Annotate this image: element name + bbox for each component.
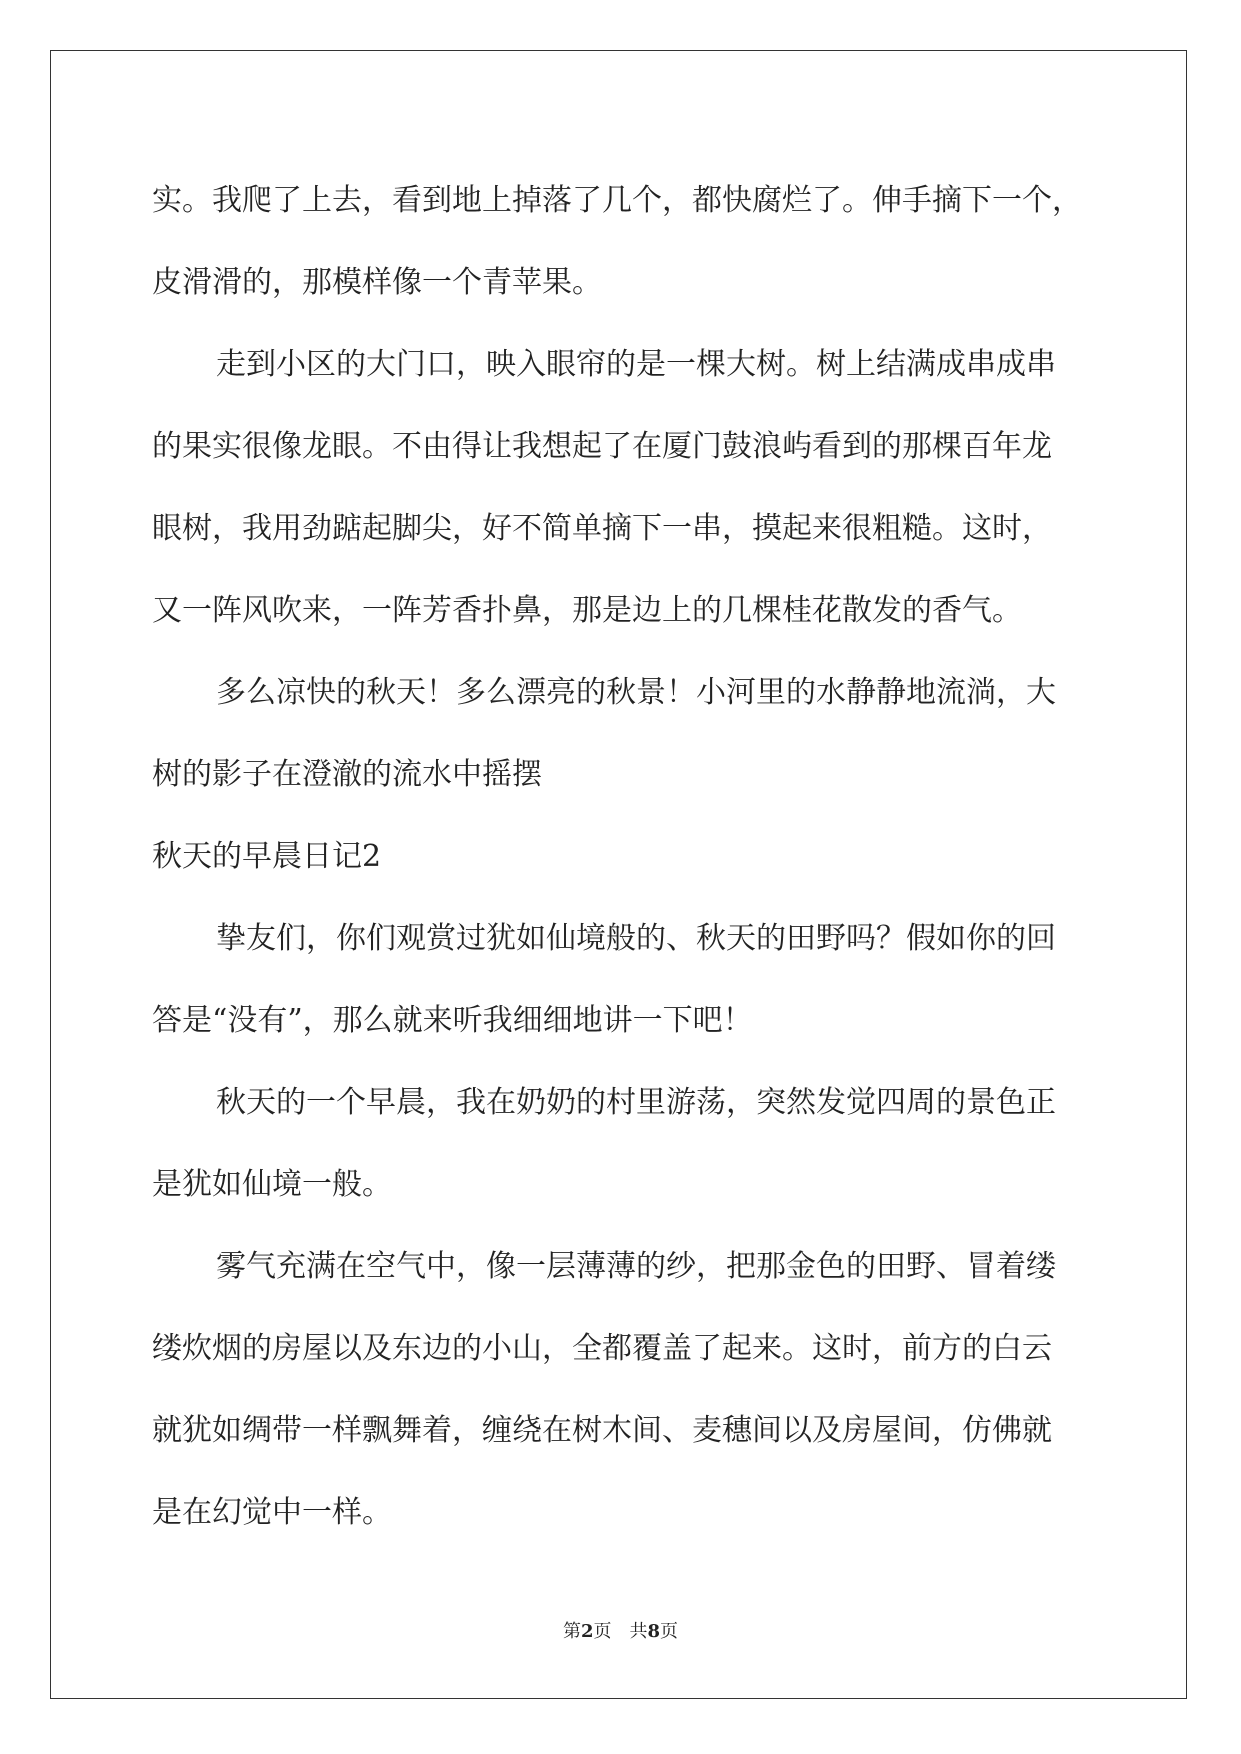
paragraph-6-line-1: 雾气充满在空气中，像一层薄薄的纱，把那金色的田野、冒着缕 [216, 1249, 1056, 1284]
paragraph-2-line-1: 走到小区的大门口，映入眼帘的是一棵大树。树上结满成串成串 [216, 347, 1056, 382]
current-page-number: 2 [580, 1621, 594, 1642]
total-prefix: 共 [629, 1621, 648, 1642]
paragraph-4-line-2: 答是“没有”，那么就来听我细细地讲一下吧！ [152, 1003, 753, 1038]
paragraph-2-line-4: 又一阵风吹来，一阵芳香扑鼻，那是边上的几棵桂花散发的香气。 [152, 593, 1022, 628]
paragraph-6-line-2: 缕炊烟的房屋以及东边的小山，全都覆盖了起来。这时，前方的白云 [152, 1331, 1052, 1366]
document-body [152, 160, 1097, 1554]
page-suffix: 页 [593, 1621, 612, 1642]
paragraph-3-line-2: 树的影子在澄澈的流水中摇摆 [152, 757, 542, 792]
paragraph-6-line-4: 是在幻觉中一样。 [152, 1495, 392, 1530]
paragraph-5-line-1: 秋天的一个早晨，我在奶奶的村里游荡，突然发觉四周的景色正 [216, 1085, 1056, 1120]
paragraph-3-line-1: 多么凉快的秋天！多么漂亮的秋景！小河里的水静静地流淌，大 [216, 675, 1056, 710]
paragraph-4-line-1: 挚友们，你们观赏过犹如仙境般的、秋天的田野吗？假如你的回 [216, 921, 1056, 956]
page-footer [0, 1620, 1241, 1644]
paragraph-2-line-3: 眼树，我用劲踮起脚尖，好不简单摘下一串，摸起来很粗糙。这时， [152, 511, 1052, 546]
paragraph-1-line-2: 皮滑滑的，那模样像一个青苹果。 [152, 265, 602, 300]
total-suffix: 页 [660, 1621, 679, 1642]
paragraph-2-line-2: 的果实很像龙眼。不由得让我想起了在厦门鼓浪屿看到的那棵百年龙 [152, 429, 1052, 464]
total-page-number: 8 [647, 1621, 661, 1642]
paragraph-5-line-2: 是犹如仙境一般。 [152, 1167, 392, 1202]
section-heading: 秋天的早晨日记2 [152, 839, 382, 874]
paragraph-1-line-1: 实。我爬了上去，看到地上掉落了几个，都快腐烂了。伸手摘下一个， [152, 183, 1082, 218]
paragraph-6-line-3: 就犹如绸带一样飘舞着，缠绕在树木间、麦穗间以及房屋间，仿佛就 [152, 1413, 1052, 1448]
page-prefix: 第 [562, 1621, 581, 1642]
